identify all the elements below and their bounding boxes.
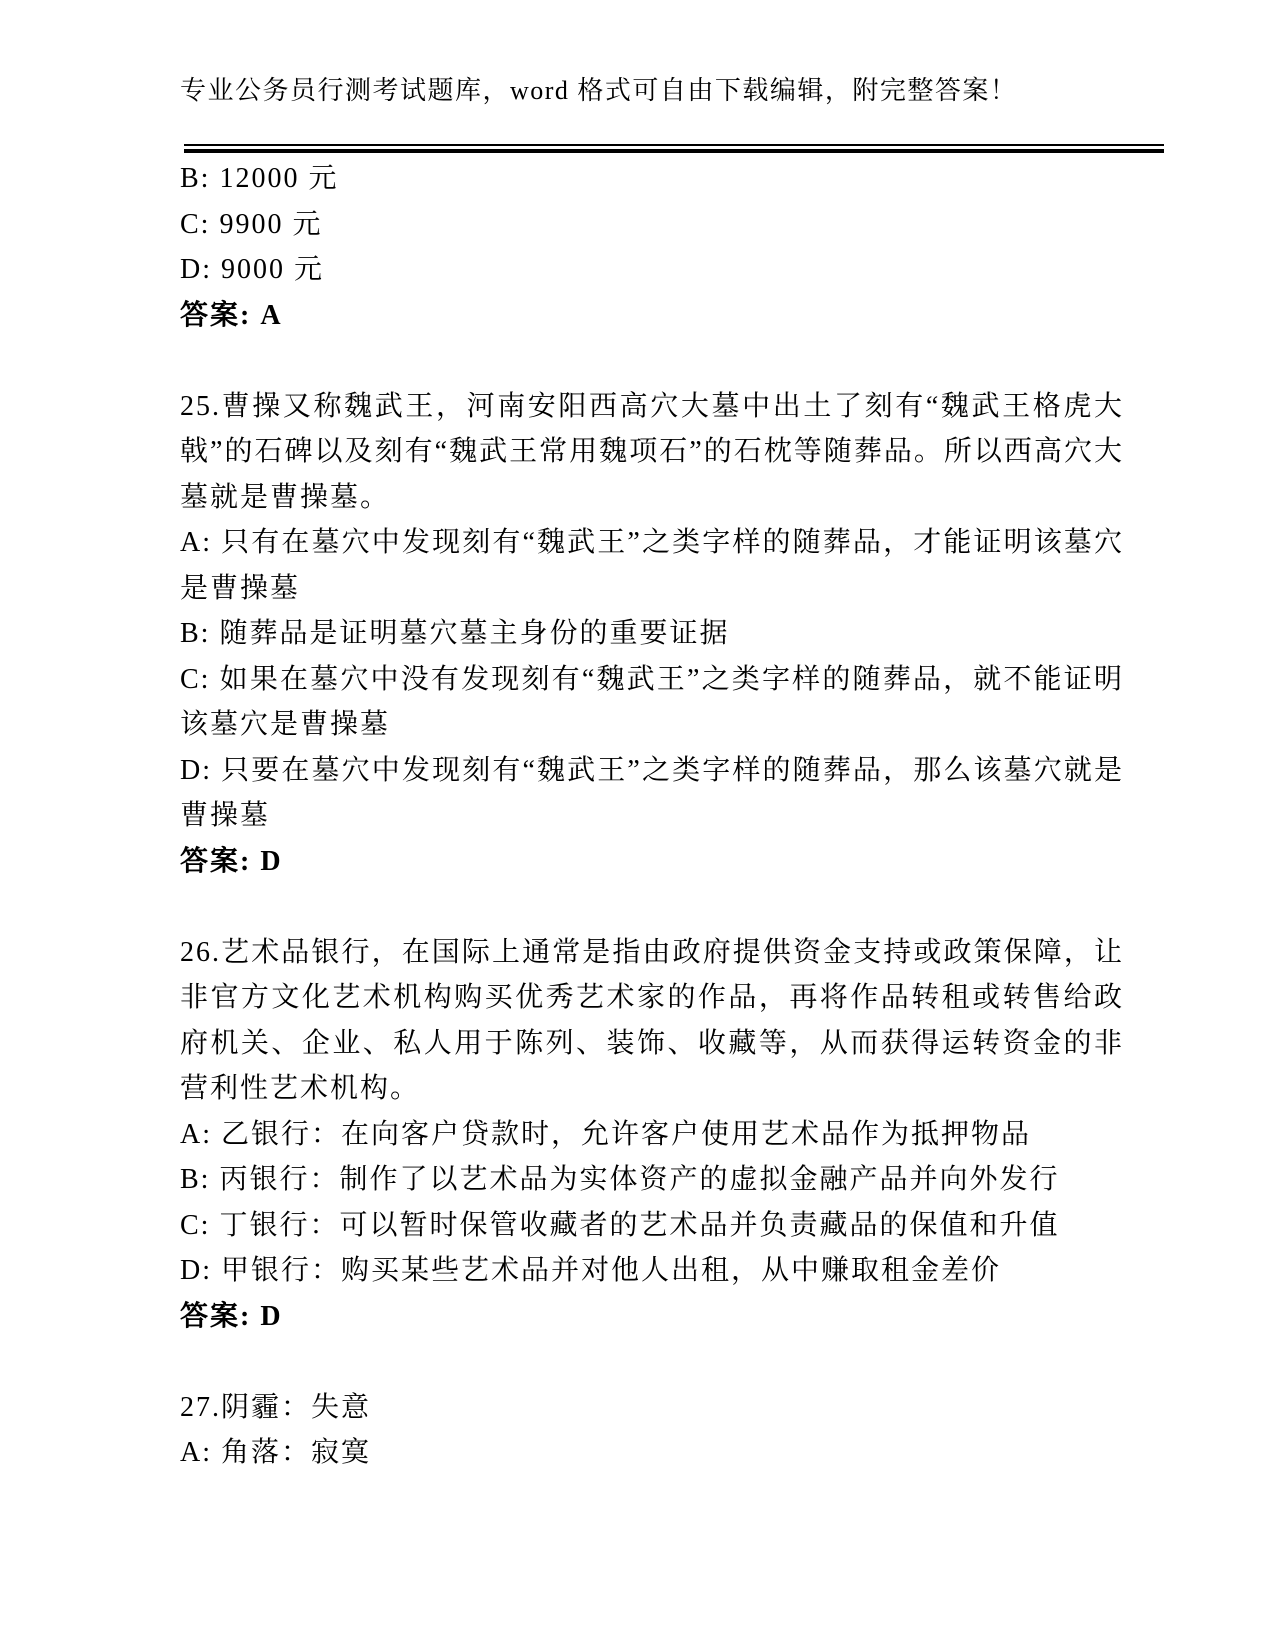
q24-answer: 答案: A	[180, 299, 283, 331]
q24-option-d: D: 9000 元	[180, 254, 325, 285]
q26-answer: 答案: D	[180, 1300, 283, 1332]
blank-line	[180, 1339, 1124, 1385]
q25-answer: 答案: D	[180, 845, 283, 877]
q27-stem: 27.阴霾：失意	[180, 1391, 372, 1423]
blank-line	[180, 884, 1124, 930]
q25-option-d: D: 只要在墓穴中发现刻有“魏武王”之类字样的随葬品，那么该墓穴就是曹操墓	[180, 754, 1124, 831]
q25-stem: 25.曹操又称魏武王，河南安阳西高穴大墓中出土了刻有“魏武王格虎大戟”的石碑以及刻有“魏武王常用魏项石”的石枕等随葬品。所以西高穴大墓就是曹操墓。	[180, 390, 1124, 513]
q27-option-a: A: 角落：寂寞	[180, 1437, 372, 1468]
q26-option-b: B: 丙银行：制作了以艺术品为实体资产的虚拟金融产品并向外发行	[180, 1164, 1060, 1195]
q25-option-a: A: 只有在墓穴中发现刻有“魏武王”之类字样的随葬品，才能证明该墓穴是曹操墓	[180, 527, 1124, 604]
blank-line	[180, 338, 1124, 384]
q25-option-c: C: 如果在墓穴中没有发现刻有“魏武王”之类字样的随葬品，就不能证明该墓穴是曹操墓	[180, 663, 1124, 740]
header-divider-line	[184, 144, 1164, 153]
q26-option-d: D: 甲银行：购买某些艺术品并对他人出租，从中赚取租金差价	[180, 1255, 1002, 1286]
q25-option-b: B: 随葬品是证明墓穴墓主身份的重要证据	[180, 618, 730, 649]
document-body	[180, 156, 1124, 1476]
q24-option-c: C: 9900 元	[180, 208, 323, 240]
q24-option-b: B: 12000 元	[180, 163, 339, 194]
header-slogan: 专业公务员行测考试题库，word 格式可自由下载编辑，附完整答案！	[180, 76, 1018, 105]
q26-option-a: A: 乙银行：在向客户贷款时，允许客户使用艺术品作为抵押物品	[180, 1118, 1032, 1150]
q26-option-c: C: 丁银行：可以暂时保管收藏者的艺术品并负责藏品的保值和升值	[180, 1209, 1060, 1241]
q26-stem: 26.艺术品银行，在国际上通常是指由政府提供资金支持或政策保障，让非官方文化艺术机构购买优秀艺术家的作品，再将作品转租或转售给政府机关、企业、私人用于陈列、装饰、收藏等，从而获得运转资金的非营利性艺术机构。	[180, 936, 1124, 1104]
